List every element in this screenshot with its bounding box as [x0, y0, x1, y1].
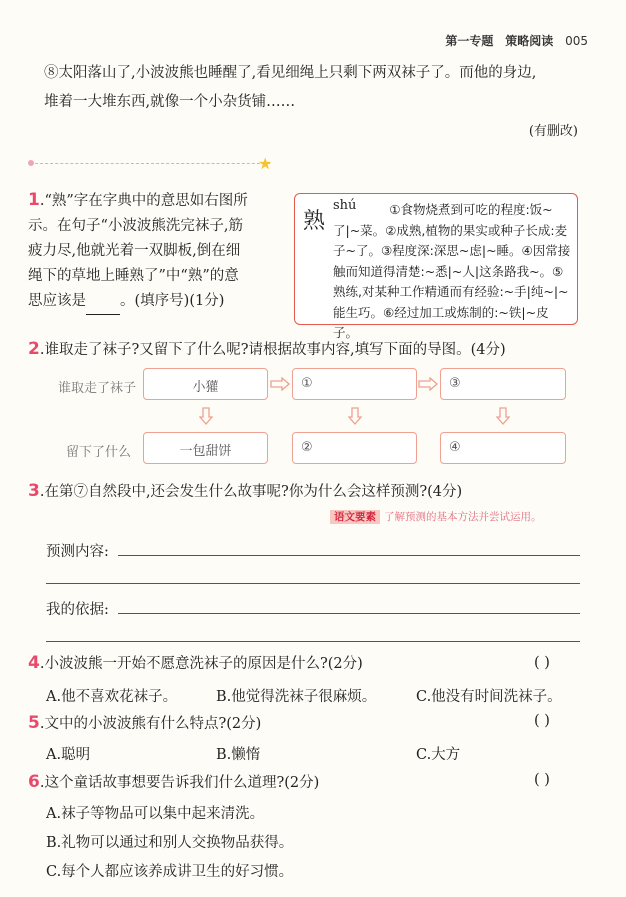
- map-box-taker-2[interactable]: ①: [292, 368, 417, 400]
- question-text: .小波波熊一开始不愿意洗袜子的原因是什么?(2分): [39, 656, 363, 672]
- question-text: 疲力尽,他就光着一双脚板,倒在细: [28, 243, 241, 259]
- dictionary-character: 熟: [303, 209, 326, 234]
- star-icon: ★: [258, 154, 273, 173]
- answer-line[interactable]: [46, 641, 580, 642]
- passage-line-2: 堆着一大堆东西,就像一个小杂货铺……: [44, 94, 296, 110]
- question-text: .在第⑦自然段中,还会发生什么故事呢?你为什么会这样预测?(4分): [39, 484, 463, 500]
- map-box-left-3[interactable]: ④: [440, 432, 566, 464]
- question-text: 示。在句子“小波波熊洗完袜子,筋: [28, 218, 244, 234]
- map-box-left-1: 一包甜饼: [143, 432, 268, 464]
- map-box-left-2[interactable]: ②: [292, 432, 417, 464]
- answer-paren[interactable]: ( ): [534, 713, 550, 729]
- question-text: 绳下的草地上睡熟了”中“熟”的意: [28, 268, 239, 284]
- option-c[interactable]: C.大方: [416, 747, 461, 763]
- right-arrow-icon: [270, 377, 290, 391]
- option-c[interactable]: C.每个人都应该养成讲卫生的好习惯。: [46, 864, 294, 880]
- question-number: 1: [28, 190, 40, 210]
- question-text: .文中的小波波熊有什么特点?(2分): [39, 716, 262, 732]
- dictionary-pinyin: shú: [333, 198, 357, 213]
- answer-line[interactable]: [118, 613, 580, 614]
- header-title: 策略阅读: [505, 34, 554, 48]
- question-number: 2: [28, 339, 40, 359]
- question-5: [28, 711, 261, 737]
- right-arrow-icon: [418, 377, 438, 391]
- question-number: 3: [28, 481, 40, 501]
- question-text: 思应该是: [28, 293, 86, 309]
- literacy-tag: [330, 509, 542, 524]
- answer-blank[interactable]: [86, 289, 120, 315]
- down-arrow-icon: [496, 407, 510, 425]
- definition-text: ①食物烧煮到可吃的程度:饭~了|~菜。②成熟,植物的果实或种子长成:麦子~了。③程度深:深思~虑|~睡。④因常接触而知道得清楚:~悉|~人|这条路我~。⑤熟练,对某种工作精通而有经验:~手|纯~|~能生巧。⑥经过加工或炼制的:~铁|~皮子。: [333, 202, 571, 340]
- option-c[interactable]: C.他没有时间洗袜子。: [416, 689, 562, 705]
- down-arrow-icon: [348, 407, 362, 425]
- section-divider: [30, 163, 270, 164]
- answer-paren[interactable]: ( ): [534, 772, 550, 788]
- option-b[interactable]: B.他觉得洗袜子很麻烦。: [216, 689, 377, 705]
- map-row1-label: 谁取走了袜子: [58, 381, 137, 396]
- question-text: .这个童话故事想要告诉我们什么道理?(2分): [39, 775, 320, 791]
- passage-line-1: ⑧太阳落山了,小波波熊也睡醒了,看见细绳上只剩下两双袜子了。而他的身边,: [44, 65, 537, 81]
- question-4: [28, 651, 363, 677]
- option-a[interactable]: A.聪明: [46, 747, 91, 763]
- page-header: [437, 32, 588, 49]
- map-box-taker-3[interactable]: ③: [440, 368, 566, 400]
- question-2: [28, 337, 506, 363]
- dictionary-definition: [333, 200, 571, 344]
- option-a[interactable]: A.他不喜欢花袜子。: [46, 689, 178, 705]
- question-number: 5: [28, 713, 40, 733]
- question-number: 4: [28, 653, 40, 673]
- option-b[interactable]: B.礼物可以通过和别人交换物品获得。: [46, 835, 294, 851]
- question-6: [28, 770, 319, 796]
- question-text: .“熟”字在字典中的意思如右图所: [39, 193, 248, 209]
- question-3: [28, 479, 462, 505]
- dictionary-box: [294, 193, 578, 340]
- page-number: 005: [565, 34, 588, 48]
- answer-paren[interactable]: ( ): [534, 655, 550, 671]
- question-number: 6: [28, 772, 40, 792]
- tag-badge: 语文要素: [330, 510, 380, 524]
- predict-label: 预测内容:: [46, 544, 109, 560]
- option-b[interactable]: B.懒惰: [216, 747, 261, 763]
- question-text: .谁取走了袜子?又留下了什么呢?请根据故事内容,填写下面的导图。(4分): [39, 342, 506, 358]
- question-text: 。(填序号)(1分): [120, 293, 225, 309]
- option-a[interactable]: A.袜子等物品可以集中起来清洗。: [46, 806, 265, 822]
- source-note: (有删改): [528, 124, 578, 139]
- basis-label: 我的依据:: [46, 602, 109, 618]
- answer-line[interactable]: [46, 583, 580, 584]
- answer-line[interactable]: [118, 555, 580, 556]
- down-arrow-icon: [199, 407, 213, 425]
- header-topic: 第一专题: [445, 34, 494, 48]
- map-box-taker-1: 小獾: [143, 368, 268, 400]
- map-row2-label: 留下了什么: [66, 445, 132, 460]
- tag-hint: 了解预测的基本方法并尝试运用。: [384, 511, 542, 523]
- question-1: [28, 188, 286, 315]
